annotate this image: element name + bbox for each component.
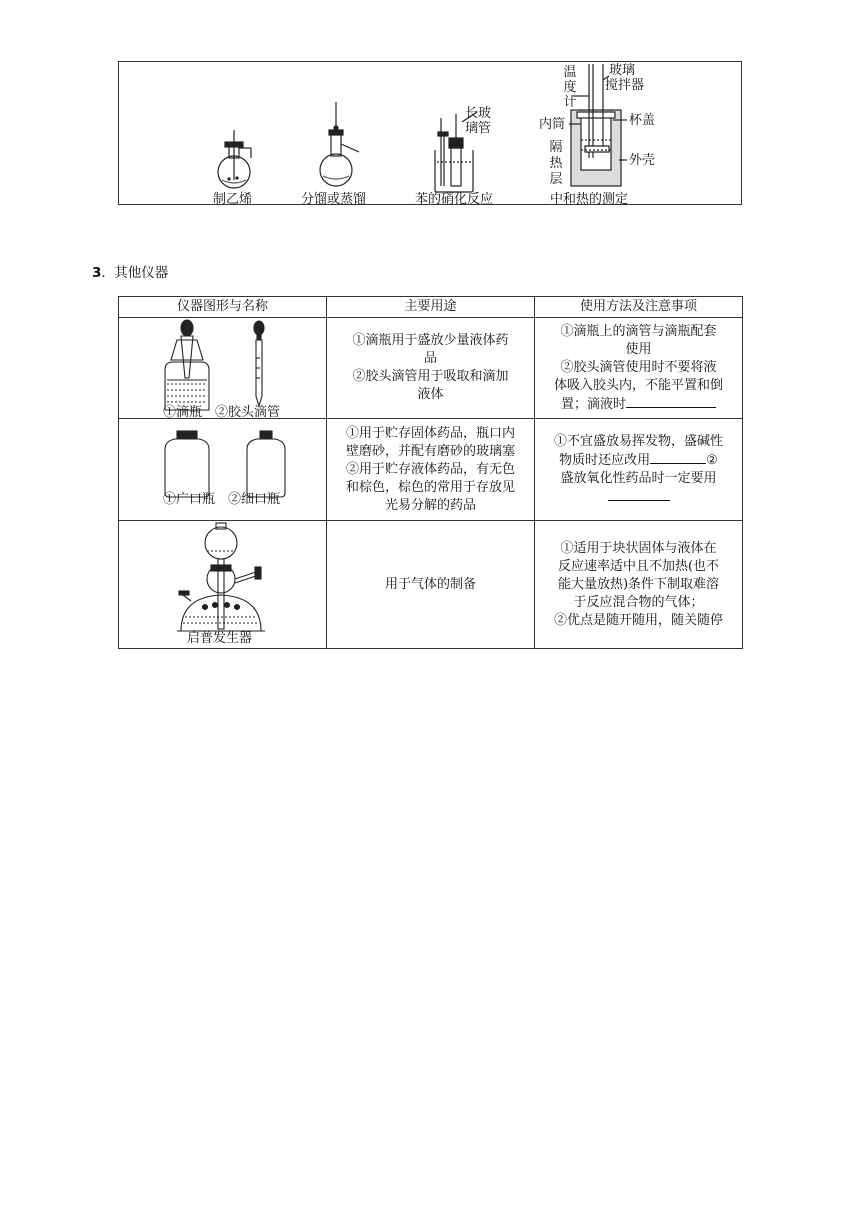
section-title: 其他仪器 — [114, 265, 169, 281]
caption-neutralization-heat: 中和热的测定 — [550, 192, 629, 207]
use-cell-kipp: 用于气体的制备 — [327, 521, 535, 649]
table-row — [119, 419, 743, 521]
section-number: 3 — [92, 265, 102, 281]
caption-ethylene: 制乙烯 — [213, 192, 253, 207]
label-thermometer-char1: 温 — [563, 65, 577, 80]
header-instrument: 仪器图形与名称 — [119, 297, 327, 318]
label-thermometer-char2: 度 — [563, 80, 577, 95]
use-cell-bottles: ①用于贮存固体药品，瓶口内 壁磨砂，并配有磨砂的玻璃塞 ②用于贮存液体药品，有无色 和棕色，棕色的常用于存放见 光易分解的药品 — [327, 419, 535, 521]
table-header-row — [119, 297, 743, 318]
table-row — [119, 318, 743, 419]
method-cell-dropper: ①滴瓶上的滴管与滴瓶配套 使用 ②胶头滴管使用时不要将液 体吸入胶头内，不能平置和倒 置；滴液时 — [535, 318, 743, 419]
label-outer-shell: 外壳 — [629, 153, 656, 168]
label-glass-stirrer-line1: 玻璃 — [609, 63, 636, 78]
kipp-generator-drawing — [119, 521, 325, 648]
figure-cell-kipp — [119, 521, 327, 649]
method-cell-bottles: ①不宜盛放易挥发物，盛碱性 物质时还应改用 ② 盛放氧化性药品时一定要用 — [535, 419, 743, 521]
figure-caption-dropper: ①滴瓶 ②胶头滴管 — [163, 405, 281, 420]
caption-distillation: 分馏或蒸馏 — [301, 192, 367, 207]
fill-blank — [626, 395, 716, 408]
caption-nitration: 苯的硝化反应 — [415, 192, 494, 207]
label-lid: 杯盖 — [629, 113, 656, 128]
apparatus-figure-box — [118, 61, 742, 205]
label-long-glass-tube-line2: 璃管 — [465, 121, 492, 136]
table-row — [119, 521, 743, 649]
fill-blank — [650, 451, 706, 464]
instrument-table — [118, 296, 743, 649]
method-cell-kipp: ①适用于块状固体与液体在 反应速率适中且不加热(也不 能大量放热)条件下制取难溶 于反应混合物的气体； ②优点是随开随用，随关随停 — [535, 521, 743, 649]
label-inner-cup: 内筒 — [539, 117, 566, 132]
use-cell-dropper: ①滴瓶用于盛放少量液体药 品 ②胶头滴管用于吸取和滴加 液体 — [327, 318, 535, 419]
ethylene-flask-drawing — [218, 130, 251, 188]
header-main-use: 主要用途 — [327, 297, 535, 318]
dropper-bottle-drawing — [119, 318, 325, 418]
section-heading: 3. 其他仪器 — [92, 265, 169, 281]
label-insulation-char3: 层 — [549, 172, 563, 187]
figure-cell-dropper — [119, 318, 327, 419]
label-insulation-char2: 热 — [549, 156, 563, 171]
figure-cell-bottles — [119, 419, 327, 521]
label-long-glass-tube-line1: 长玻 — [465, 106, 492, 121]
apparatus-drawings — [119, 62, 741, 204]
label-insulation-char1: 隔 — [549, 140, 563, 155]
distillation-flask-drawing — [320, 102, 359, 186]
figure-caption-bottles: ①广口瓶 ②细口瓶 — [163, 492, 281, 507]
fill-blank — [608, 488, 670, 501]
label-glass-stirrer-line2: 搅拌器 — [605, 78, 645, 93]
figure-caption-kipp: 启普发生器 — [187, 631, 253, 646]
header-method: 使用方法及注意事项 — [535, 297, 743, 318]
label-thermometer-char3: 计 — [563, 95, 577, 110]
